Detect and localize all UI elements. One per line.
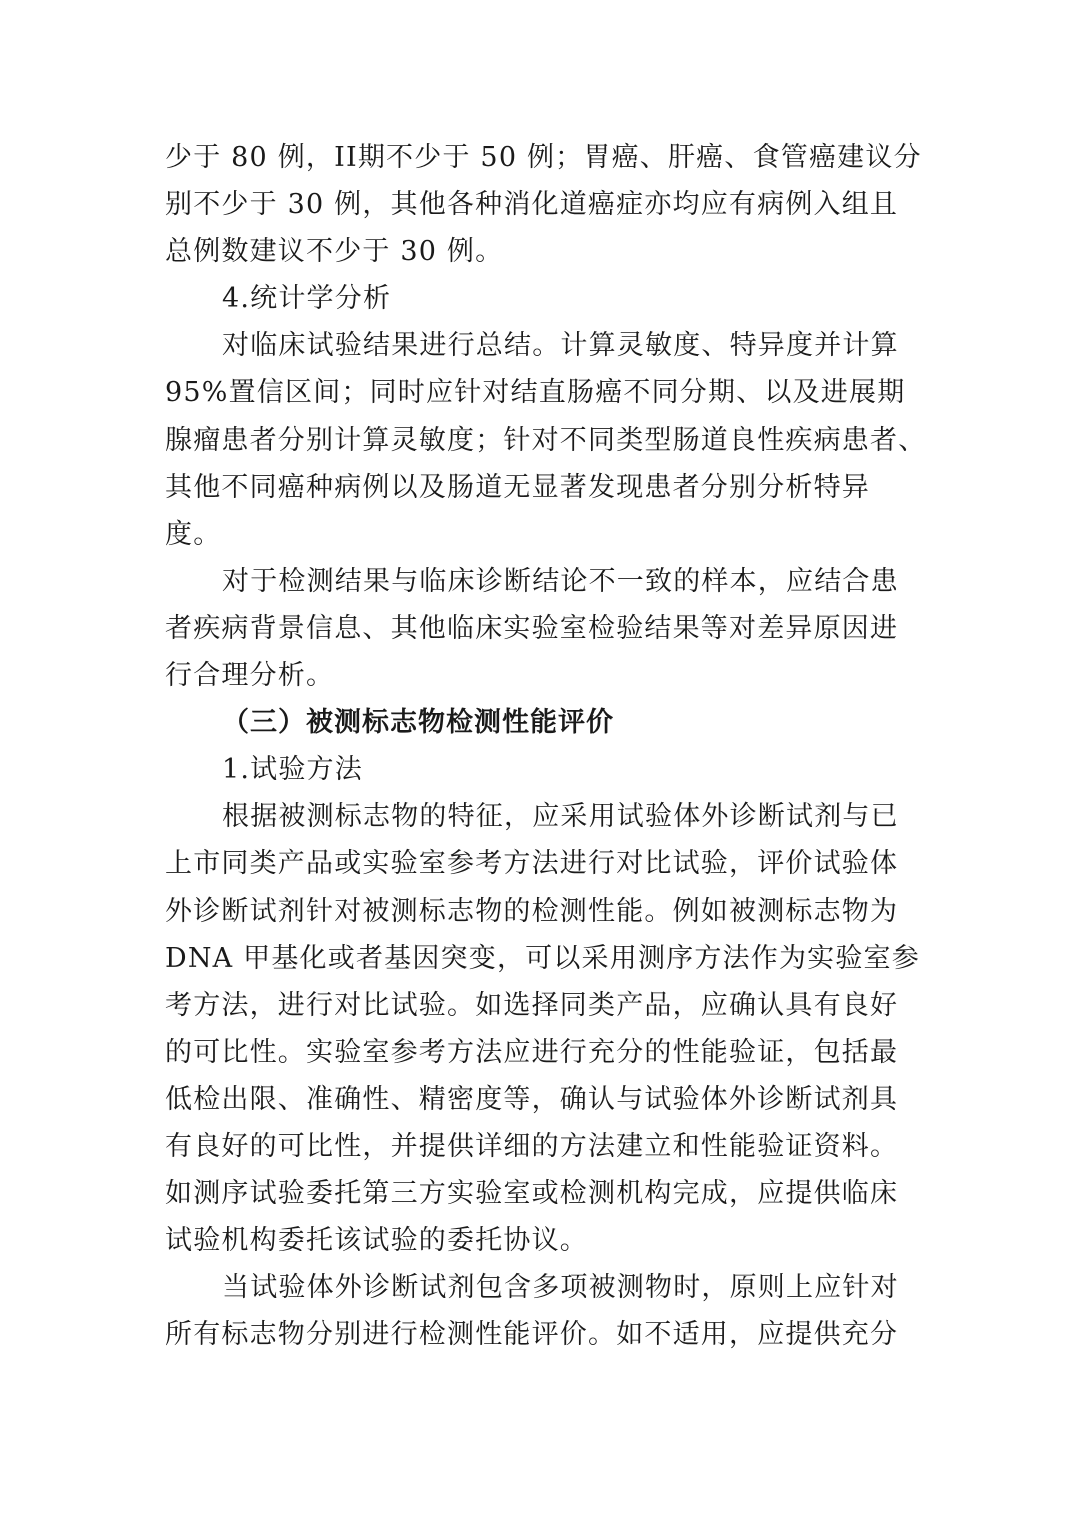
text-line: 所有标志物分别进行检测性能评价。如不适用，应提供充分 [165,1319,899,1351]
section-subheading: 4.统计学分析 [222,283,392,315]
text-line: 外诊断试剂针对被测标志物的检测性能。例如被测标志物为 [165,895,899,927]
text-line: 根据被测标志物的特征，应采用试验体外诊断试剂与已 [222,801,899,833]
text-line: 有良好的可比性，并提供详细的方法建立和性能验证资料。 [165,1130,899,1162]
text-line: 的可比性。实验室参考方法应进行充分的性能验证，包括最 [165,1036,899,1068]
section-heading: （三）被测标志物检测性能评价 [222,707,614,739]
text-line: 者疾病背景信息、其他临床实验室检验结果等对差异原因进 [165,612,899,644]
text-line: 考方法，进行对比试验。如选择同类产品，应确认具有良好 [165,989,899,1021]
text-line: 低检出限、准确性、精密度等，确认与试验体外诊断试剂具 [165,1083,899,1115]
text-line: 腺瘤患者分别计算灵敏度；针对不同类型肠道良性疾病患者、 [165,424,927,456]
text-line: 其他不同癌种病例以及肠道无显著发现患者分别分析特异 [165,471,870,503]
text-line: 别不少于 30 例，其他各种消化道癌症亦均应有病例入组且 [165,189,899,221]
text-line: 总例数建议不少于 30 例。 [165,236,504,268]
section-subheading: 1.试验方法 [222,754,363,786]
text-line: 少于 80 例，II期不少于 50 例；胃癌、肝癌、食管癌建议分 [165,142,922,173]
text-line: DNA 甲基化或者基因突变，可以采用测序方法作为实验室参 [165,942,920,974]
text-line: 如测序试验委托第三方实验室或检测机构完成，应提供临床 [165,1178,899,1210]
text-line: 度。 [165,518,222,550]
text-line: 95%置信区间；同时应针对结直肠癌不同分期、以及进展期 [165,377,906,409]
text-line: 对于检测结果与临床诊断结论不一致的样本，应结合患 [222,565,899,597]
text-line: 行合理分析。 [165,660,335,692]
document-body [165,134,925,1358]
text-line: 试验机构委托该试验的委托协议。 [165,1225,588,1257]
text-line: 上市同类产品或实验室参考方法进行对比试验，评价试验体 [165,848,899,880]
text-line: 当试验体外诊断试剂包含多项被测物时，原则上应针对 [222,1272,899,1304]
text-line: 对临床试验结果进行总结。计算灵敏度、特异度并计算 [222,330,899,362]
